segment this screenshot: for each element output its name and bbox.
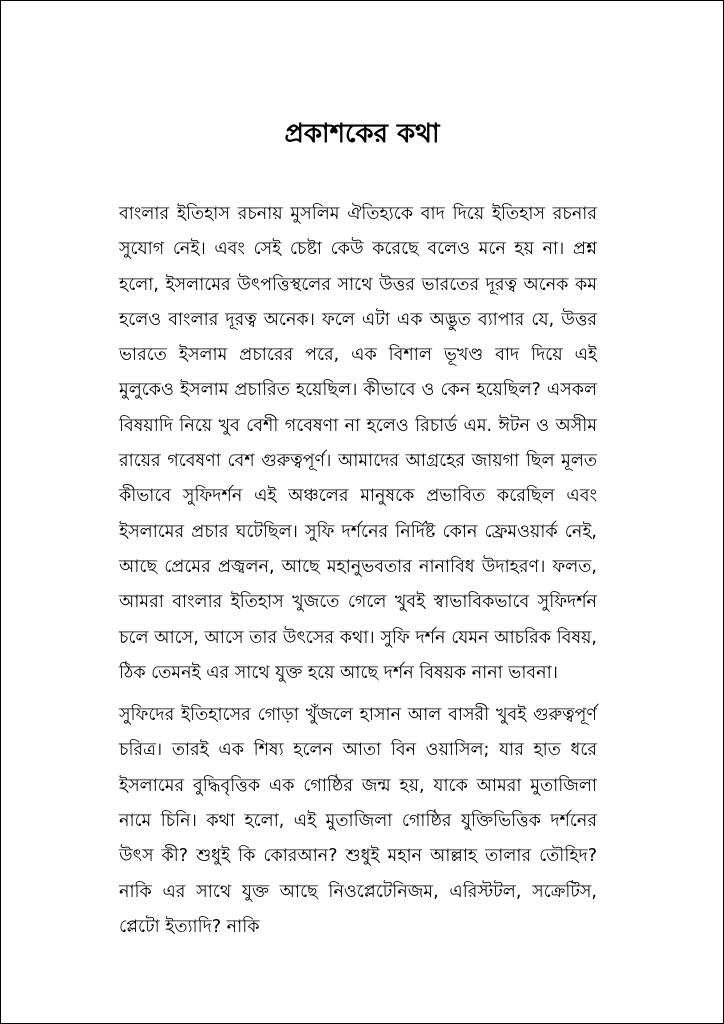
page-body [119, 197, 597, 945]
paragraph-1: বাংলার ইতিহাস রচনায় মুসলিম ঐতিহ্যকে বাদ দিয়ে ইতিহাস রচনার সুযোগ নেই। এবং সেই চেষ্টা কেউ করেছে বলেও মনে হয় না। প্রশ্ন হলো, ইসলামের উৎপত্তিস্থলের সাথে উত্তর ভারতের দূরত্ব অনেক কম হলেও বাংলার দূরত্ব অনেক। ফলে এটা এক অদ্ভুত ব্যাপার যে, উত্তর ভারতে ইসলাম প্রচারের পরে, এক বিশাল ভূখণ্ড বাদ দিয়ে এই মুলুকেও ইসলাম প্রচারিত হয়েছিল। কীভাবে ও কেন হয়েছিল? এসকল বিষয়াদি নিয়ে খুব বেশী গবেষণা না হলেও রিচার্ড এম. ঈটন ও অসীম রায়ের গবেষণা বেশ গুরুত্বপূর্ণ। আমাদের আগ্রহের জায়গা ছিল মূলত কীভাবে সুফিদর্শন এই অঞ্চলের মানুষকে প্রভাবিত করেছিল এবং ইসলামের প্রচার ঘটেছিল। সুফি দর্শনের নির্দিষ্ট কোন ফ্রেমওয়ার্ক নেই, আছে প্রেমের প্রজ্বলন, আছে মহানুভবতার নানাবিধ উদাহরণ। ফলত, আমরা বাংলার ইতিহাস খুজতে গেলে খুবই স্বাভাবিকভাবে সুফিদর্শন চলে আসে, আসে তার উৎসের কথা। সুফি দর্শন যেমন আচরিক বিষয়, ঠিক তেমনই এর সাথে যুক্ত হয়ে আছে দর্শন বিষয়ক নানা ভাবনা। [119, 204, 597, 683]
page-title: প্রকাশকের কথা [284, 119, 440, 149]
paragraph-2: সুফিদের ইতিহাসের গোড়া খুঁজলে হাসান আল বাসরী খুবই গুরুত্বপূর্ণ চরিত্র। তারই এক শিষ্য হলেন আতা বিন ওয়াসিল; যার হাত ধরে ইসলামের বুদ্ধিবৃত্তিক এক গোষ্ঠির জন্ম হয়, যাকে আমরা মুতাজিলা নামে চিনি। কথা হলো, এই মুতাজিলা গোষ্ঠির যুক্তিভিত্তিক দর্শনের উৎস কী? শুধুই কি কোরআন? শুধুই মহান আল্লাহ তালার তৌহিদ? নাকি এর সাথে যুক্ত আছে নিওপ্লেটেনিজম, এরিস্টটল, সক্রেটিস, প্লেটো ইত্যাদি? নাকি [119, 705, 597, 937]
